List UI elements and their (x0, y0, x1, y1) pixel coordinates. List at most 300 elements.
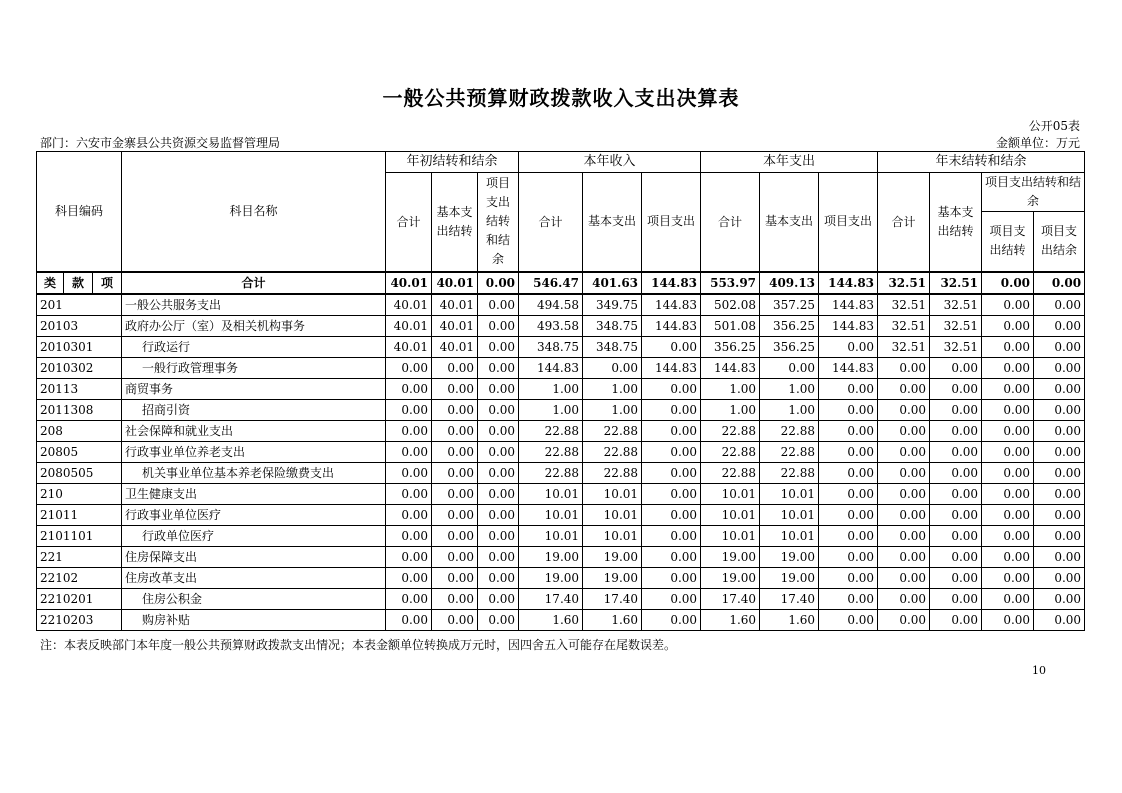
amount-cell: 0.00 (432, 399, 478, 420)
amount-cell: 0.00 (930, 504, 982, 525)
amount-cell: 0.00 (930, 357, 982, 378)
amount-cell: 0.00 (386, 546, 432, 567)
amount-cell: 502.08 (701, 294, 760, 316)
amount-cell: 0.00 (878, 357, 930, 378)
amount-cell: 0.00 (478, 420, 519, 441)
amount-cell: 0.00 (642, 378, 701, 399)
amount-cell: 22.88 (519, 462, 583, 483)
amount-cell: 0.00 (982, 336, 1034, 357)
amount-cell: 32.51 (930, 315, 982, 336)
amount-cell: 22.88 (701, 462, 760, 483)
amount-cell: 0.00 (478, 315, 519, 336)
subject-code: 20103 (37, 315, 122, 336)
total-cell: 32.51 (878, 272, 930, 294)
amount-cell: 348.75 (519, 336, 583, 357)
amount-cell: 0.00 (982, 315, 1034, 336)
amount-cell: 0.00 (1034, 336, 1085, 357)
amount-cell: 0.00 (642, 609, 701, 630)
amount-cell: 32.51 (930, 294, 982, 316)
amount-cell: 501.08 (701, 315, 760, 336)
amount-cell: 22.88 (760, 441, 819, 462)
subject-name: 一般行政管理事务 (122, 357, 386, 378)
header-g3-total: 合计 (701, 173, 760, 272)
amount-cell: 1.00 (701, 378, 760, 399)
subject-name: 购房补贴 (122, 609, 386, 630)
amount-cell: 0.00 (642, 504, 701, 525)
amount-cell: 0.00 (819, 483, 878, 504)
amount-cell: 0.00 (478, 294, 519, 316)
amount-cell: 10.01 (519, 483, 583, 504)
amount-cell: 348.75 (583, 315, 642, 336)
table-row (37, 462, 1085, 483)
amount-cell: 0.00 (432, 525, 478, 546)
amount-cell: 0.00 (386, 357, 432, 378)
subject-name: 政府办公厅（室）及相关机构事务 (122, 315, 386, 336)
table-row (37, 294, 1085, 316)
amount-cell: 10.01 (760, 525, 819, 546)
amount-cell: 0.00 (982, 609, 1034, 630)
amount-cell: 0.00 (1034, 546, 1085, 567)
amount-cell: 0.00 (478, 546, 519, 567)
amount-cell: 144.83 (642, 294, 701, 316)
amount-cell: 19.00 (760, 567, 819, 588)
amount-cell: 0.00 (878, 462, 930, 483)
amount-cell: 0.00 (432, 609, 478, 630)
total-cell: 0.00 (982, 272, 1034, 294)
total-row (37, 272, 1085, 294)
total-cell: 0.00 (1034, 272, 1085, 294)
amount-cell: 0.00 (930, 588, 982, 609)
amount-cell: 0.00 (386, 525, 432, 546)
amount-cell: 144.83 (701, 357, 760, 378)
subject-code: 22102 (37, 567, 122, 588)
header-g4-project-balance: 项目支出结余 (1034, 212, 1085, 272)
amount-cell: 0.00 (878, 483, 930, 504)
amount-cell: 1.00 (760, 378, 819, 399)
amount-cell: 0.00 (982, 399, 1034, 420)
subject-name: 卫生健康支出 (122, 483, 386, 504)
amount-cell: 0.00 (878, 567, 930, 588)
amount-cell: 19.00 (519, 567, 583, 588)
header-name: 科目名称 (122, 152, 386, 272)
amount-cell: 19.00 (760, 546, 819, 567)
amount-cell: 0.00 (878, 378, 930, 399)
total-cell: 40.01 (432, 272, 478, 294)
total-cell: 144.83 (642, 272, 701, 294)
subject-code: 2011308 (37, 399, 122, 420)
subject-name: 行政单位医疗 (122, 525, 386, 546)
amount-cell: 40.01 (386, 315, 432, 336)
table-row (37, 399, 1085, 420)
amount-cell: 0.00 (386, 567, 432, 588)
amount-cell: 0.00 (386, 504, 432, 525)
amount-cell: 10.01 (760, 483, 819, 504)
footnote: 注：本表反映部门本年度一般公共预算财政拨款支出情况；本表金额单位转换成万元时，因四舍五入可能存在尾数误差。 (40, 638, 677, 652)
amount-cell: 0.00 (1034, 504, 1085, 525)
total-cell: 546.47 (519, 272, 583, 294)
amount-cell: 0.00 (982, 462, 1034, 483)
amount-cell: 0.00 (930, 546, 982, 567)
amount-cell: 0.00 (432, 378, 478, 399)
subject-code: 20805 (37, 441, 122, 462)
amount-cell: 0.00 (819, 525, 878, 546)
amount-cell: 0.00 (432, 441, 478, 462)
amount-cell: 1.00 (760, 399, 819, 420)
amount-cell: 0.00 (878, 609, 930, 630)
amount-cell: 0.00 (1034, 420, 1085, 441)
amount-cell: 0.00 (478, 399, 519, 420)
amount-unit-label: 金额单位：万元 (995, 136, 1080, 150)
amount-cell: 0.00 (478, 357, 519, 378)
amount-cell: 0.00 (642, 483, 701, 504)
subject-name: 机关事业单位基本养老保险缴费支出 (122, 462, 386, 483)
amount-cell: 10.01 (701, 483, 760, 504)
amount-cell: 10.01 (519, 525, 583, 546)
table-row (37, 315, 1085, 336)
amount-cell: 0.00 (760, 357, 819, 378)
amount-cell: 0.00 (1034, 294, 1085, 316)
table-row (37, 378, 1085, 399)
amount-cell: 22.88 (519, 420, 583, 441)
amount-cell: 0.00 (878, 588, 930, 609)
subject-code: 2210203 (37, 609, 122, 630)
amount-cell: 0.00 (432, 420, 478, 441)
subject-name: 住房保障支出 (122, 546, 386, 567)
amount-cell: 0.00 (1034, 483, 1085, 504)
amount-cell: 10.01 (701, 525, 760, 546)
header-kuan: 款 (64, 272, 93, 294)
header-g3-basic: 基本支出 (760, 173, 819, 272)
amount-cell: 356.25 (760, 336, 819, 357)
amount-cell: 40.01 (386, 294, 432, 316)
amount-cell: 0.00 (1034, 525, 1085, 546)
department-label: 部门：六安市金寨县公共资源交易监督管理局 (40, 136, 281, 150)
amount-cell: 0.00 (819, 567, 878, 588)
amount-cell: 0.00 (982, 588, 1034, 609)
amount-cell: 1.00 (583, 399, 642, 420)
subject-name: 行政事业单位医疗 (122, 504, 386, 525)
amount-cell: 0.00 (982, 567, 1034, 588)
amount-cell: 40.01 (432, 294, 478, 316)
amount-cell: 0.00 (642, 441, 701, 462)
amount-cell: 19.00 (583, 567, 642, 588)
total-cell: 144.83 (819, 272, 878, 294)
amount-cell: 0.00 (478, 504, 519, 525)
header-g1-project-carry-balance: 项目支出结转和结余 (478, 173, 519, 272)
amount-cell: 357.25 (760, 294, 819, 316)
amount-cell: 493.58 (519, 315, 583, 336)
amount-cell: 0.00 (878, 546, 930, 567)
amount-cell: 1.00 (519, 378, 583, 399)
header-xiang: 项 (93, 272, 122, 294)
amount-cell: 0.00 (478, 588, 519, 609)
amount-cell: 494.58 (519, 294, 583, 316)
amount-cell: 32.51 (930, 336, 982, 357)
amount-cell: 144.83 (642, 357, 701, 378)
page-number: 10 (1032, 664, 1046, 677)
subject-code: 20113 (37, 378, 122, 399)
header-g2-basic: 基本支出 (583, 173, 642, 272)
amount-cell: 0.00 (386, 588, 432, 609)
amount-cell: 0.00 (819, 588, 878, 609)
table-row (37, 609, 1085, 630)
amount-cell: 0.00 (878, 525, 930, 546)
amount-cell: 17.40 (519, 588, 583, 609)
amount-cell: 0.00 (878, 420, 930, 441)
subject-code: 208 (37, 420, 122, 441)
amount-cell: 0.00 (478, 441, 519, 462)
amount-cell: 0.00 (386, 441, 432, 462)
amount-cell: 0.00 (819, 609, 878, 630)
header-g1-basic-carry: 基本支出结转 (432, 173, 478, 272)
amount-cell: 0.00 (982, 420, 1034, 441)
amount-cell: 0.00 (642, 420, 701, 441)
amount-cell: 0.00 (982, 441, 1034, 462)
amount-cell: 0.00 (819, 378, 878, 399)
amount-cell: 0.00 (982, 378, 1034, 399)
amount-cell: 349.75 (583, 294, 642, 316)
header-g2-total: 合计 (519, 173, 583, 272)
header-g1-total: 合计 (386, 173, 432, 272)
amount-cell: 1.00 (701, 399, 760, 420)
amount-cell: 0.00 (982, 546, 1034, 567)
amount-cell: 0.00 (1034, 378, 1085, 399)
amount-cell: 17.40 (583, 588, 642, 609)
amount-cell: 0.00 (1034, 462, 1085, 483)
amount-cell: 1.00 (583, 378, 642, 399)
amount-cell: 10.01 (519, 504, 583, 525)
amount-cell: 22.88 (583, 420, 642, 441)
header-g4-basic-carry: 基本支出结转 (930, 173, 982, 272)
subject-code: 2080505 (37, 462, 122, 483)
amount-cell: 0.00 (819, 399, 878, 420)
amount-cell: 0.00 (478, 378, 519, 399)
header-closing-balance: 年末结转和结余 (878, 152, 1085, 173)
subject-name: 住房公积金 (122, 588, 386, 609)
amount-cell: 10.01 (583, 525, 642, 546)
amount-cell: 0.00 (386, 378, 432, 399)
subject-name: 一般公共服务支出 (122, 294, 386, 316)
amount-cell: 22.88 (583, 441, 642, 462)
table-row (37, 420, 1085, 441)
amount-cell: 0.00 (386, 462, 432, 483)
amount-cell: 17.40 (701, 588, 760, 609)
amount-cell: 19.00 (701, 567, 760, 588)
amount-cell: 0.00 (642, 546, 701, 567)
amount-cell: 40.01 (432, 336, 478, 357)
amount-cell: 22.88 (760, 462, 819, 483)
subject-name: 行政事业单位养老支出 (122, 441, 386, 462)
amount-cell: 1.60 (583, 609, 642, 630)
subject-code: 201 (37, 294, 122, 316)
page-title: 一般公共预算财政拨款收入支出决算表 (382, 86, 740, 110)
amount-cell: 0.00 (432, 504, 478, 525)
header-code: 科目编码 (37, 152, 122, 272)
amount-cell: 348.75 (583, 336, 642, 357)
total-cell: 40.01 (386, 272, 432, 294)
amount-cell: 0.00 (642, 525, 701, 546)
table-row (37, 441, 1085, 462)
amount-cell: 32.51 (878, 336, 930, 357)
subject-name: 住房改革支出 (122, 567, 386, 588)
total-cell: 32.51 (930, 272, 982, 294)
amount-cell: 32.51 (878, 294, 930, 316)
amount-cell: 40.01 (432, 315, 478, 336)
subject-code: 210 (37, 483, 122, 504)
table-row (37, 483, 1085, 504)
amount-cell: 0.00 (583, 357, 642, 378)
table-row (37, 567, 1085, 588)
header-g4-project-group: 项目支出结转和结余 (982, 173, 1085, 212)
amount-cell: 0.00 (642, 588, 701, 609)
amount-cell: 1.00 (519, 399, 583, 420)
amount-cell: 0.00 (930, 609, 982, 630)
amount-cell: 0.00 (478, 336, 519, 357)
subject-name: 商贸事务 (122, 378, 386, 399)
table-row (37, 546, 1085, 567)
amount-cell: 0.00 (432, 462, 478, 483)
header-opening-balance: 年初结转和结余 (386, 152, 519, 173)
amount-cell: 0.00 (386, 399, 432, 420)
amount-cell: 22.88 (701, 441, 760, 462)
total-cell: 0.00 (478, 272, 519, 294)
subject-code: 2010301 (37, 336, 122, 357)
amount-cell: 22.88 (701, 420, 760, 441)
table-row (37, 336, 1085, 357)
subject-name: 社会保障和就业支出 (122, 420, 386, 441)
amount-cell: 0.00 (819, 441, 878, 462)
total-label: 合计 (122, 272, 386, 294)
amount-cell: 144.83 (642, 315, 701, 336)
amount-cell: 0.00 (878, 441, 930, 462)
amount-cell: 0.00 (432, 567, 478, 588)
amount-cell: 0.00 (1034, 588, 1085, 609)
amount-cell: 0.00 (878, 399, 930, 420)
amount-cell: 0.00 (432, 588, 478, 609)
amount-cell: 0.00 (386, 609, 432, 630)
amount-cell: 19.00 (519, 546, 583, 567)
header-annual-expense: 本年支出 (701, 152, 878, 173)
amount-cell: 356.25 (760, 315, 819, 336)
amount-cell: 0.00 (819, 504, 878, 525)
amount-cell: 0.00 (819, 546, 878, 567)
amount-cell: 19.00 (701, 546, 760, 567)
subject-code: 2210201 (37, 588, 122, 609)
amount-cell: 0.00 (1034, 567, 1085, 588)
amount-cell: 0.00 (930, 441, 982, 462)
subject-code: 21011 (37, 504, 122, 525)
amount-cell: 0.00 (1034, 609, 1085, 630)
table-row (37, 504, 1085, 525)
table-row (37, 357, 1085, 378)
amount-cell: 0.00 (982, 504, 1034, 525)
amount-cell: 0.00 (982, 525, 1034, 546)
amount-cell: 22.88 (760, 420, 819, 441)
amount-cell: 0.00 (432, 357, 478, 378)
subject-code: 221 (37, 546, 122, 567)
amount-cell: 0.00 (982, 294, 1034, 316)
amount-cell: 356.25 (701, 336, 760, 357)
table-row (37, 588, 1085, 609)
header-g4-total: 合计 (878, 173, 930, 272)
amount-cell: 0.00 (1034, 441, 1085, 462)
header-annual-income: 本年收入 (519, 152, 701, 173)
amount-cell: 0.00 (386, 420, 432, 441)
amount-cell: 1.60 (701, 609, 760, 630)
amount-cell: 32.51 (878, 315, 930, 336)
table-row (37, 525, 1085, 546)
amount-cell: 10.01 (760, 504, 819, 525)
amount-cell: 0.00 (642, 336, 701, 357)
amount-cell: 0.00 (930, 567, 982, 588)
amount-cell: 10.01 (583, 504, 642, 525)
header-g4-project-carry: 项目支出结转 (982, 212, 1034, 272)
amount-cell: 0.00 (930, 525, 982, 546)
subject-code: 2101101 (37, 525, 122, 546)
subject-code: 2010302 (37, 357, 122, 378)
amount-cell: 0.00 (930, 378, 982, 399)
header-g2-project: 项目支出 (642, 173, 701, 272)
amount-cell: 0.00 (930, 483, 982, 504)
amount-cell: 17.40 (760, 588, 819, 609)
budget-table (36, 151, 1085, 631)
subject-name: 行政运行 (122, 336, 386, 357)
amount-cell: 22.88 (519, 441, 583, 462)
amount-cell: 144.83 (819, 357, 878, 378)
amount-cell: 0.00 (642, 567, 701, 588)
header-g3-project: 项目支出 (819, 173, 878, 272)
amount-cell: 10.01 (701, 504, 760, 525)
total-cell: 409.13 (760, 272, 819, 294)
amount-cell: 0.00 (432, 546, 478, 567)
amount-cell: 144.83 (819, 315, 878, 336)
amount-cell: 0.00 (432, 483, 478, 504)
amount-cell: 144.83 (519, 357, 583, 378)
amount-cell: 0.00 (819, 420, 878, 441)
amount-cell: 0.00 (878, 504, 930, 525)
subject-name: 招商引资 (122, 399, 386, 420)
amount-cell: 0.00 (386, 483, 432, 504)
amount-cell: 1.60 (519, 609, 583, 630)
form-number: 公开05表 (1028, 119, 1080, 133)
amount-cell: 1.60 (760, 609, 819, 630)
header-lei: 类 (37, 272, 64, 294)
amount-cell: 0.00 (478, 609, 519, 630)
amount-cell: 144.83 (819, 294, 878, 316)
amount-cell: 40.01 (386, 336, 432, 357)
amount-cell: 22.88 (583, 462, 642, 483)
amount-cell: 0.00 (478, 567, 519, 588)
amount-cell: 0.00 (642, 399, 701, 420)
amount-cell: 0.00 (1034, 357, 1085, 378)
amount-cell: 0.00 (930, 462, 982, 483)
amount-cell: 0.00 (478, 525, 519, 546)
amount-cell: 19.00 (583, 546, 642, 567)
amount-cell: 0.00 (478, 462, 519, 483)
amount-cell: 0.00 (1034, 315, 1085, 336)
amount-cell: 0.00 (819, 336, 878, 357)
amount-cell: 10.01 (583, 483, 642, 504)
total-cell: 553.97 (701, 272, 760, 294)
amount-cell: 0.00 (819, 462, 878, 483)
amount-cell: 0.00 (930, 420, 982, 441)
amount-cell: 0.00 (982, 357, 1034, 378)
total-cell: 401.63 (583, 272, 642, 294)
amount-cell: 0.00 (478, 483, 519, 504)
amount-cell: 0.00 (982, 483, 1034, 504)
amount-cell: 0.00 (930, 399, 982, 420)
amount-cell: 0.00 (1034, 399, 1085, 420)
